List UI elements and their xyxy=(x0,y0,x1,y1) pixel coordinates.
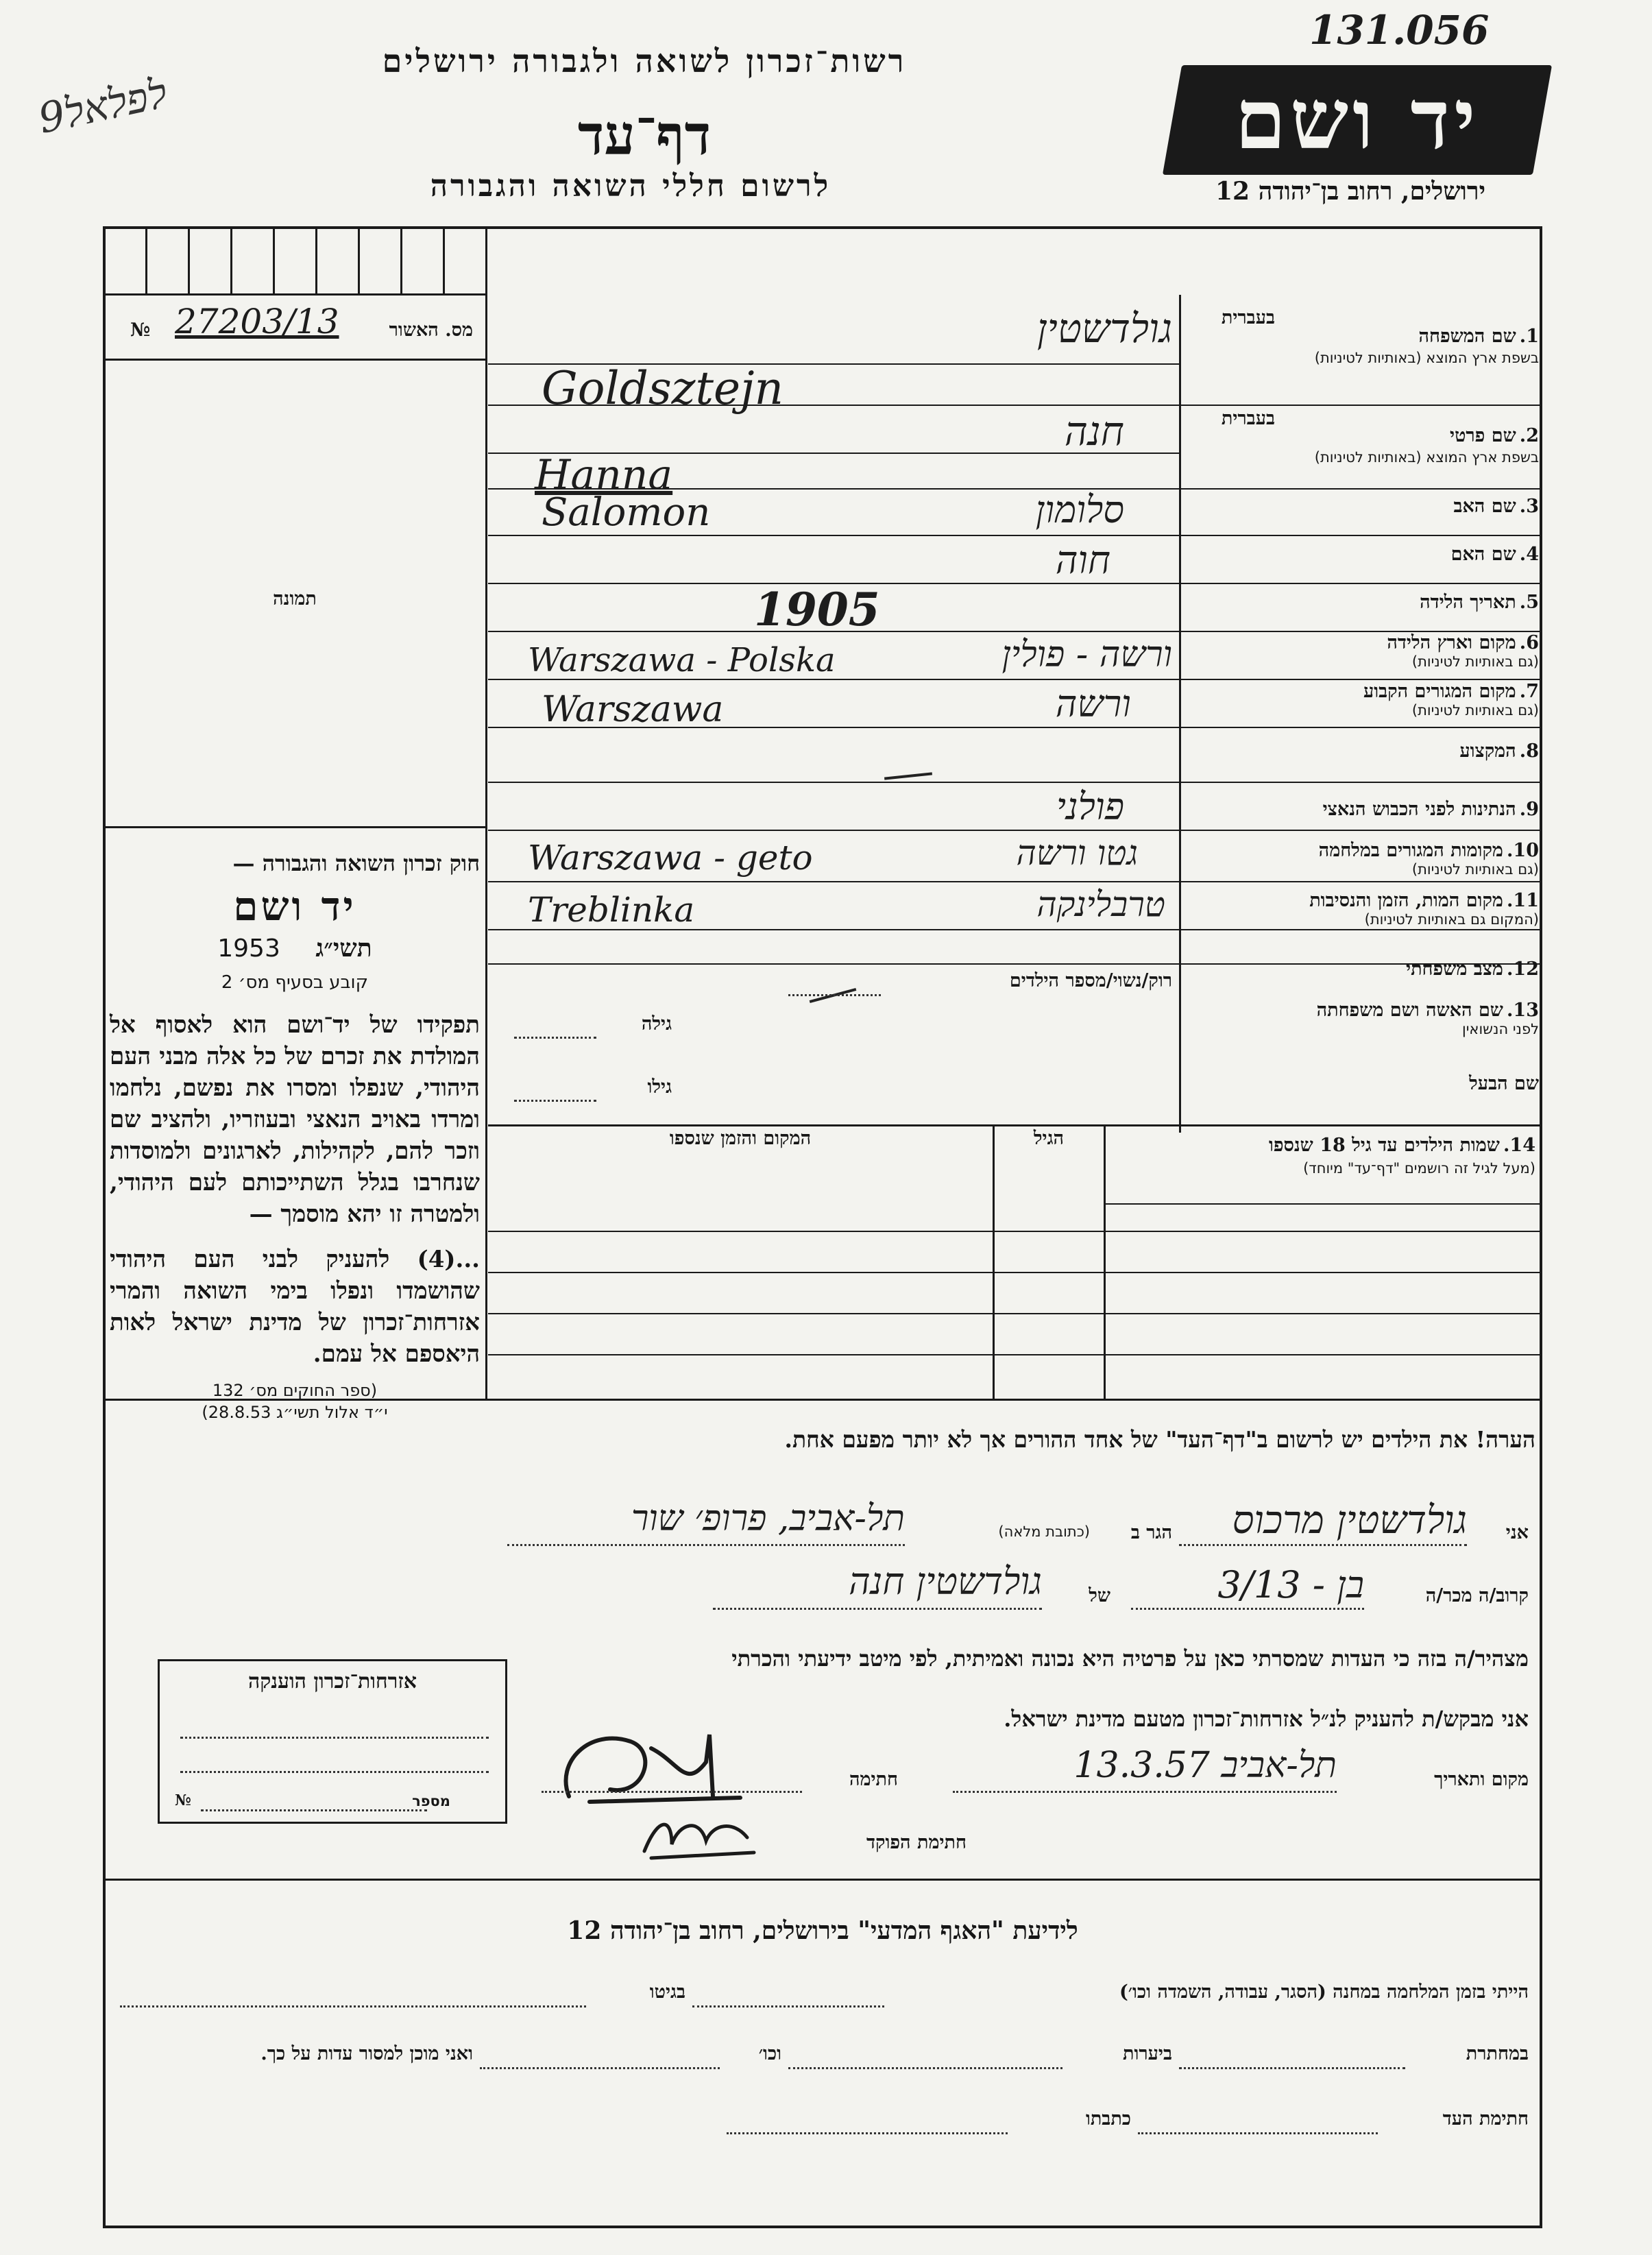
row-1-hebrew-value: גולדשטין xyxy=(1036,305,1172,352)
law-para-2: ...(4) להעניק לבני העם היהודי שהושמדו ונפלו בימי השואה והמרי אזרחות־זכרון של מדינת ישראל לאות היאספם אל עמם. xyxy=(110,1246,480,1368)
address-hint: (כתובת מלאה) xyxy=(998,1523,1090,1540)
row-12-label: מצב משפחתי xyxy=(1406,958,1503,980)
row-10-label: מקומות המגורים במלחמה xyxy=(1318,840,1503,861)
row-13-sub: לפני הנשואין xyxy=(1461,1021,1539,1037)
row-13-age-m-label: גילו xyxy=(647,1076,672,1098)
resides-label: הגר ב xyxy=(1130,1522,1172,1543)
row-13-num: 13. xyxy=(1507,1000,1539,1021)
law-title: חוק זכרון השואה והגבורה — xyxy=(232,850,480,876)
declaration-line-2: אני מבקש/ת להעניק לנ״ל אזרחות־זכרון מטעם מדינת ישראל. xyxy=(1004,1706,1529,1732)
row-1-num: 1. xyxy=(1519,326,1539,347)
row-11 xyxy=(1186,890,1539,928)
margin-note-left: 9לפלאל xyxy=(34,69,172,143)
row-2-hebrew-value: חנה xyxy=(1064,408,1124,455)
declaration-line-1: מצהיר/ה בזה כי העדות שמסרתי כאן על פרטיה היא נכונה ואמיתית, לפי מיטב ידיעתי והכרתי xyxy=(731,1645,1529,1672)
row-7-hebrew-value: ורשה xyxy=(1055,682,1131,725)
memorial-box xyxy=(158,1659,507,1824)
row-3-hebrew-value: סלומון xyxy=(1035,488,1124,531)
main-column-divider xyxy=(1179,295,1181,1133)
row-6-latin-value: Warszawa - Polska xyxy=(528,641,836,679)
photo-label: תמונה xyxy=(273,588,317,610)
law-year: 1953 xyxy=(217,934,280,963)
row-10-num: 10. xyxy=(1507,840,1539,861)
row-9-hebrew-value: פולני xyxy=(1056,785,1124,828)
row-5-value: 1905 xyxy=(754,583,880,636)
row-1 xyxy=(1186,326,1539,366)
row-5-num: 5. xyxy=(1519,592,1539,613)
info-line-2a: במחתרת xyxy=(1466,2043,1529,2064)
row-10-sub: (גם באותיות לטיניות) xyxy=(1411,861,1539,878)
row-5-label: תאריך הלידה xyxy=(1420,592,1516,613)
row-10 xyxy=(1186,840,1539,878)
signature-label: חתימה xyxy=(849,1769,898,1790)
memorial-box-num-symbol: № xyxy=(175,1792,191,1809)
row-3-label: שם האב xyxy=(1453,496,1516,517)
row-12-options: רוק/נשוי/מספר הילדים xyxy=(1009,970,1172,991)
row-12 xyxy=(1186,958,1539,980)
row-6-hebrew-value: ורשה - פולין xyxy=(1001,634,1172,675)
row-2-label: שם פרטי xyxy=(1450,425,1516,446)
row-6-label: מקום וארץ הלידה xyxy=(1387,632,1516,653)
row-8 xyxy=(1186,740,1539,762)
law-year-line xyxy=(110,934,480,963)
hebrew-label-2: בעברית xyxy=(1221,408,1275,429)
left-column-divider xyxy=(485,226,487,1399)
row-8-label: המקצוע xyxy=(1459,740,1516,762)
law-name: יד ושם xyxy=(233,883,356,930)
row-2-num: 2. xyxy=(1519,425,1539,446)
info-line-2d: ואני מוכן למסור עדות על כך. xyxy=(260,2043,473,2064)
row-6 xyxy=(1186,632,1539,670)
row-1-latin-value: Goldsztejn xyxy=(542,362,784,415)
form-subtitle: לרשום חללי השואה והגבורה xyxy=(430,169,831,204)
row-6-sub: (גם באותיות לטיניות) xyxy=(1411,653,1539,670)
row-11-latin-value: Treblinka xyxy=(528,890,695,930)
form-title: דף־עד xyxy=(577,103,712,167)
org-line: רשות־זכרון לשואה ולגבורה ירושלים xyxy=(382,43,907,80)
children-sub: (מעל לגיל זה רושמים "דף־עד" מיוחד) xyxy=(1303,1160,1535,1177)
row-3-latin-value: Salomon xyxy=(542,490,711,535)
row-4-label: שם האם xyxy=(1450,544,1516,565)
row-9 xyxy=(1186,799,1539,820)
row-13 xyxy=(1186,1000,1539,1037)
place-label: מקום ותאריך xyxy=(1434,1769,1529,1790)
official-signature-mark xyxy=(631,1803,768,1865)
children-age-header: הגיל xyxy=(1033,1128,1065,1149)
place-value: תל-אביב 13.3.57 xyxy=(1073,1745,1337,1786)
row-7-sub: (גם באותיות לטיניות) xyxy=(1411,702,1539,719)
row-11-sub: (המקום גם באותיות לטיניות) xyxy=(1364,911,1539,928)
info-line-2b: ביערות xyxy=(1122,2043,1172,2064)
row-11-label: מקום המות, הזמן והנסיבות xyxy=(1309,890,1503,911)
row-5 xyxy=(1186,592,1539,613)
law-source: (ספר החוקים מס׳ 132 xyxy=(212,1381,378,1400)
note: הערה! את הילדים יש לרשום ב"דף־העד" של אחד ההורים אך לא יותר מפעם אחת. xyxy=(784,1426,1535,1453)
memorial-box-num-label: מספר xyxy=(412,1793,450,1809)
info-title: לידיעת "האגף המדעי" בירושלים, רחוב בן־יהודה 12 xyxy=(567,1916,1078,1945)
row-1-label: שם המשפחה xyxy=(1418,326,1516,347)
row-13-age-f-label: גילה xyxy=(641,1013,672,1035)
row-9-num: 9. xyxy=(1519,799,1539,820)
address-value: תל-אביב, פרופ׳ שור xyxy=(631,1498,905,1539)
law-section: קובע בסעיף מס׳ 2 xyxy=(221,972,369,993)
law-date: י״ד אלול תשי״ג 28.8.53) xyxy=(202,1403,388,1422)
children-num: 14. xyxy=(1503,1135,1535,1156)
row-7-num: 7. xyxy=(1519,681,1539,702)
row-4 xyxy=(1186,544,1539,565)
i-name: גולדשטין מרכוס xyxy=(1232,1498,1467,1543)
relation-value: בן - 3/13 xyxy=(1217,1563,1364,1606)
signature-mark xyxy=(548,1721,754,1817)
row-11-num: 11. xyxy=(1507,890,1539,911)
registration-number xyxy=(130,302,473,348)
children-header xyxy=(1110,1135,1535,1177)
row-11-hebrew-value: טרבלינקה xyxy=(1036,884,1165,924)
row-7-latin-value: Warszawa xyxy=(542,689,724,730)
row-8-num: 8. xyxy=(1519,740,1539,762)
registration-prefix: № xyxy=(130,319,151,341)
memorial-box-title: אזרחות־זכרון הוענקה xyxy=(247,1669,417,1693)
row-12-num: 12. xyxy=(1507,958,1539,980)
i-label: אני xyxy=(1505,1522,1529,1543)
row-1-sub: בשפת ארץ המוצא (באותיות לטיניות) xyxy=(1314,350,1539,366)
row-10-latin-value: Warszawa - geto xyxy=(528,838,813,878)
margin-note-right: 131.056 xyxy=(1309,7,1490,53)
row-3 xyxy=(1186,496,1539,517)
row-6-num: 6. xyxy=(1519,632,1539,653)
registration-value: 27203/13 xyxy=(175,302,339,341)
children-label: שמות הילדים עד גיל 18 שנספו xyxy=(1268,1135,1500,1156)
row-13-husband-label: שם הבעל xyxy=(1469,1073,1539,1094)
official-signature-label: חתימת הפוקד xyxy=(866,1832,967,1853)
row-4-num: 4. xyxy=(1519,544,1539,565)
relation-label: קרוב/ה מכר/ה xyxy=(1425,1585,1529,1606)
logo-text: יד ושם xyxy=(1235,71,1480,168)
row-2 xyxy=(1186,425,1539,466)
info-line-1a: הייתי בזמן המלחמה במחנה (הסגר, עבודה, השמדה וכו׳) xyxy=(1119,1981,1529,2003)
row-2-sub: בשפת ארץ המוצא (באותיות לטיניות) xyxy=(1314,449,1539,466)
row-4-hebrew-value: חוה xyxy=(1055,538,1110,583)
of-name: גולדשטין חנה xyxy=(849,1560,1042,1603)
registration-label: מס. האשור xyxy=(389,319,473,341)
of-label: של xyxy=(1089,1585,1110,1606)
row-labels xyxy=(1182,295,1539,1124)
row-10-hebrew-value: גטו ורשה xyxy=(1016,833,1138,873)
row-2-latin-value: Hanna xyxy=(535,451,673,499)
info-line-2c: וכו׳ xyxy=(758,2043,781,2064)
row-13-label: שם האשה ושם משפחתה xyxy=(1316,1000,1503,1021)
law-para-1: תפקידו של יד־ושם הוא לאסוף אל המולדת את זכרם של כל אלה מבני העם היהודי, שנפלו ומסרו את נפשם, נלחמו ומרדו באויב הנאצי ובעוזריו, ולהציב שם וזכר להם, לקהילות, לארגונים ולמוסדות שנחרבו בגלל השתייכותם לעם היהודי, ולמטרה זו יהא מוסמך — xyxy=(110,1011,480,1228)
info-line-1b: בגיטו xyxy=(649,1981,685,2003)
logo xyxy=(1163,65,1552,175)
info-line-3a: חתימת העד xyxy=(1442,2108,1529,2130)
row-7 xyxy=(1186,681,1539,719)
row-9-label: הנתינות לפני הכבוש הנאצי xyxy=(1322,799,1516,820)
address: ירושלים, רחוב בן־יהודה 12 xyxy=(1215,177,1486,206)
hebrew-label-1: בעברית xyxy=(1221,307,1275,328)
row-7-label: מקום המגורים הקבוע xyxy=(1363,681,1516,702)
law-text xyxy=(110,850,480,1422)
info-line-3b: כתבתו xyxy=(1085,2108,1131,2130)
row-3-num: 3. xyxy=(1519,496,1539,517)
children-place-header: המקום והזמן שנספו xyxy=(669,1128,812,1149)
law-year-he: תשי״ג xyxy=(315,934,372,963)
